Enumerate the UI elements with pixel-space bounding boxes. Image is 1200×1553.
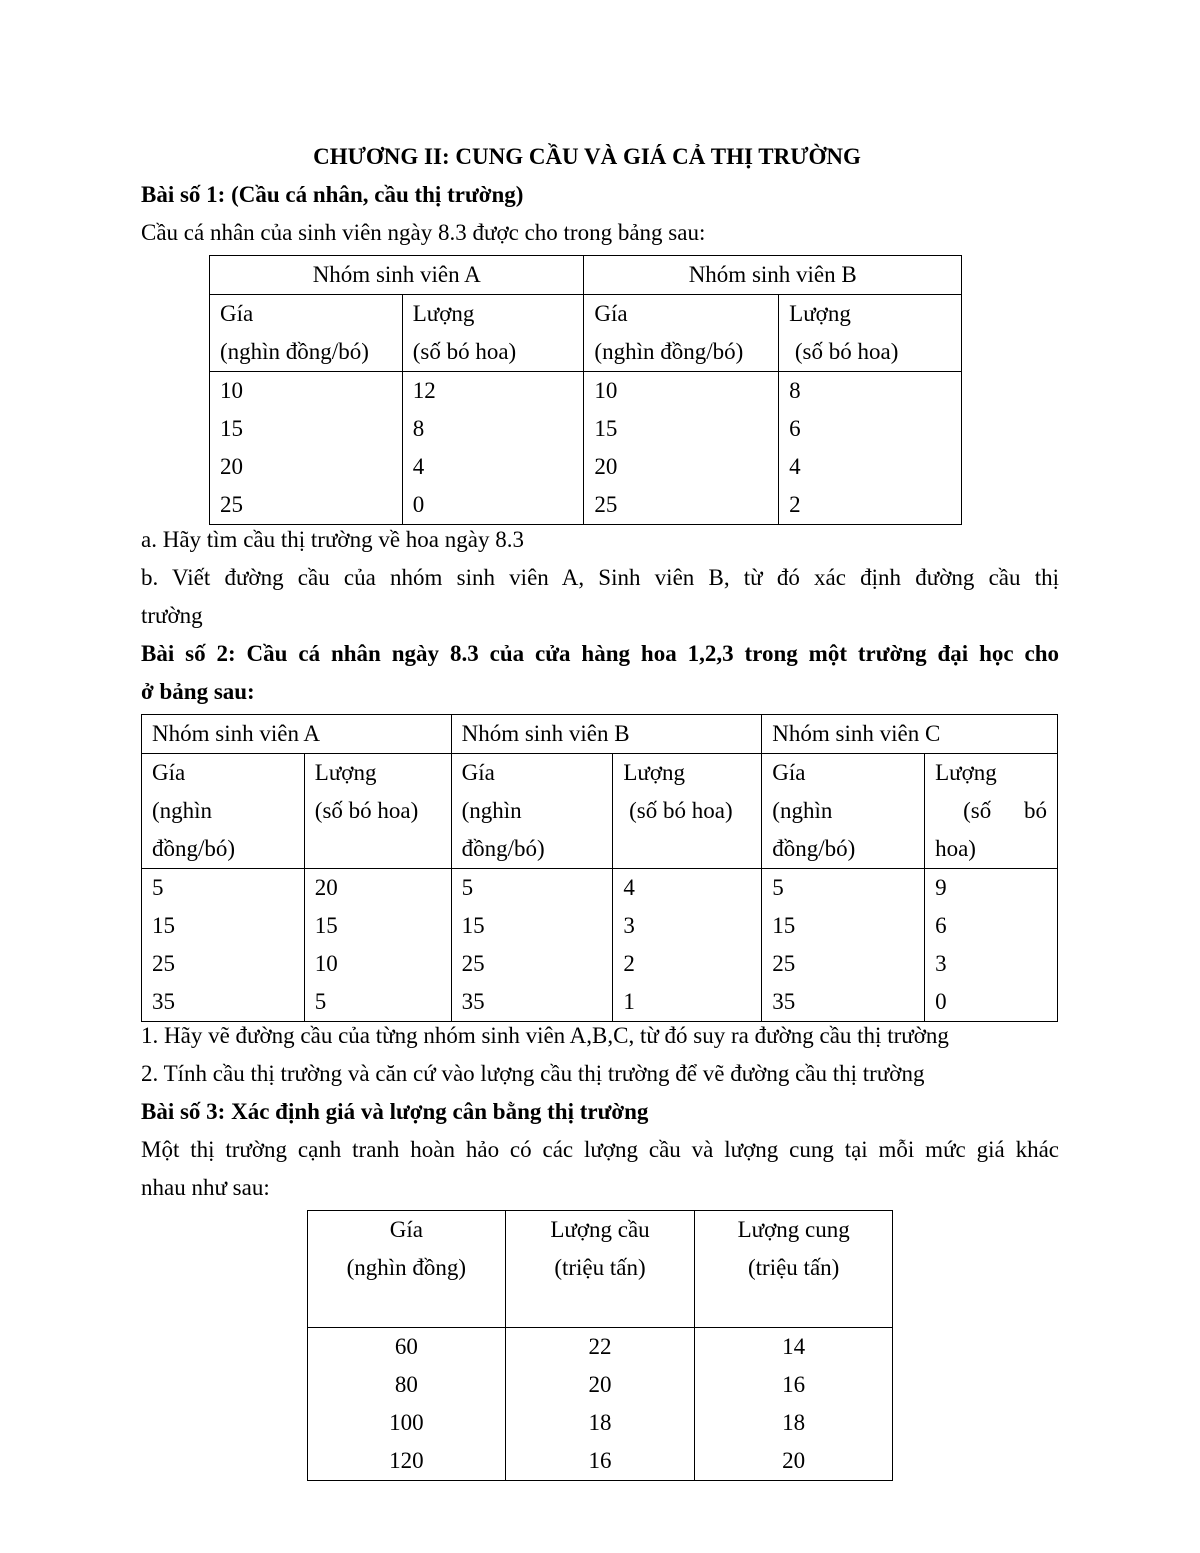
ex1-question-b-line1: b. Viết đường cầu của nhóm sinh viên A, Sinh viên B, từ đó xác định đường cầu thị (141, 565, 1059, 590)
ex2-group-c-header: Nhóm sinh viên C (762, 715, 1058, 754)
ex3-demand-header: Lượng cầu (triệu tấn) (505, 1211, 695, 1328)
ex2-group-a-header: Nhóm sinh viên A (142, 715, 452, 754)
ex1-table (209, 255, 962, 525)
ex1-intro: Cầu cá nhân của sinh viên ngày 8.3 được cho trong bảng sau: (141, 220, 706, 245)
ex1-price-header-a: Gía (nghìn đồng/bó) (210, 295, 403, 372)
ex2-qty-b: 4 3 2 1 (613, 869, 762, 1022)
ex3-prices: 60 80 100 120 (308, 1328, 506, 1481)
ex3-heading: Bài số 3: Xác định giá và lượng cân bằng thị trường (141, 1099, 649, 1124)
ex3-demand: 22 20 18 16 (505, 1328, 695, 1481)
ex1-qty-header-a: Lượng (số bó hoa) (402, 295, 584, 372)
table-row (308, 1328, 893, 1481)
ex1-price-header-b: Gía (nghìn đồng/bó) (584, 295, 779, 372)
ex2-price-header-b: Gía (nghìn đồng/bó) (451, 754, 613, 869)
ex3-supply-header: Lượng cung (triệu tấn) (695, 1211, 893, 1328)
table-row (142, 869, 1058, 1022)
ex1-qty-b: 8 6 4 2 (779, 372, 962, 525)
ex1-group-a-header: Nhóm sinh viên A (210, 256, 584, 295)
ex2-question-2: 2. Tính cầu thị trường và căn cứ vào lượng cầu thị trường để vẽ đường cầu thị trường (141, 1061, 925, 1086)
ex2-prices-a: 5 15 25 35 (142, 869, 305, 1022)
ex1-qty-a: 12 8 4 0 (402, 372, 584, 525)
chapter-title: CHƯƠNG II: CUNG CẦU VÀ GIÁ CẢ THỊ TRƯỜNG (313, 144, 861, 169)
ex2-table (141, 714, 1058, 1022)
ex1-question-b-line2: trường (141, 603, 203, 628)
ex2-prices-b: 5 15 25 35 (451, 869, 613, 1022)
ex3-intro-line2: nhau như sau: (141, 1175, 270, 1200)
ex2-price-header-c: Gía (nghìn đồng/bó) (762, 754, 925, 869)
ex3-supply: 14 16 18 20 (695, 1328, 893, 1481)
ex3-price-header: Gía (nghìn đồng) (308, 1211, 506, 1328)
table-row (210, 372, 962, 525)
ex1-question-a: a. Hãy tìm cầu thị trường về hoa ngày 8.3 (141, 527, 524, 552)
ex2-qty-a: 20 15 10 5 (304, 869, 451, 1022)
ex2-question-1: 1. Hãy vẽ đường cầu của từng nhóm sinh viên A,B,C, từ đó suy ra đường cầu thị trường (141, 1023, 949, 1048)
ex2-qty-header-c: Lượng (số bó hoa) (925, 754, 1058, 869)
ex1-heading: Bài số 1: (Cầu cá nhân, cầu thị trường) (141, 182, 524, 207)
ex2-qty-header-a: Lượng (số bó hoa) (304, 754, 451, 869)
ex2-qty-c: 9 6 3 0 (925, 869, 1058, 1022)
ex2-heading-line2: ở bảng sau: (141, 679, 255, 704)
ex2-price-header-a: Gía (nghìn đồng/bó) (142, 754, 305, 869)
ex3-table (307, 1210, 893, 1481)
ex2-prices-c: 5 15 25 35 (762, 869, 925, 1022)
ex2-qty-header-b: Lượng (số bó hoa) (613, 754, 762, 869)
ex1-qty-header-b: Lượng (số bó hoa) (779, 295, 962, 372)
ex2-group-b-header: Nhóm sinh viên B (451, 715, 762, 754)
ex1-prices-b: 10 15 20 25 (584, 372, 779, 525)
ex1-prices-a: 10 15 20 25 (210, 372, 403, 525)
ex1-group-b-header: Nhóm sinh viên B (584, 256, 962, 295)
ex2-heading-line1: Bài số 2: Cầu cá nhân ngày 8.3 của cửa hàng hoa 1,2,3 trong một trường đại học cho (141, 641, 1059, 666)
ex3-intro-line1: Một thị trường cạnh tranh hoàn hảo có các lượng cầu và lượng cung tại mỗi mức giá khác (141, 1137, 1059, 1162)
